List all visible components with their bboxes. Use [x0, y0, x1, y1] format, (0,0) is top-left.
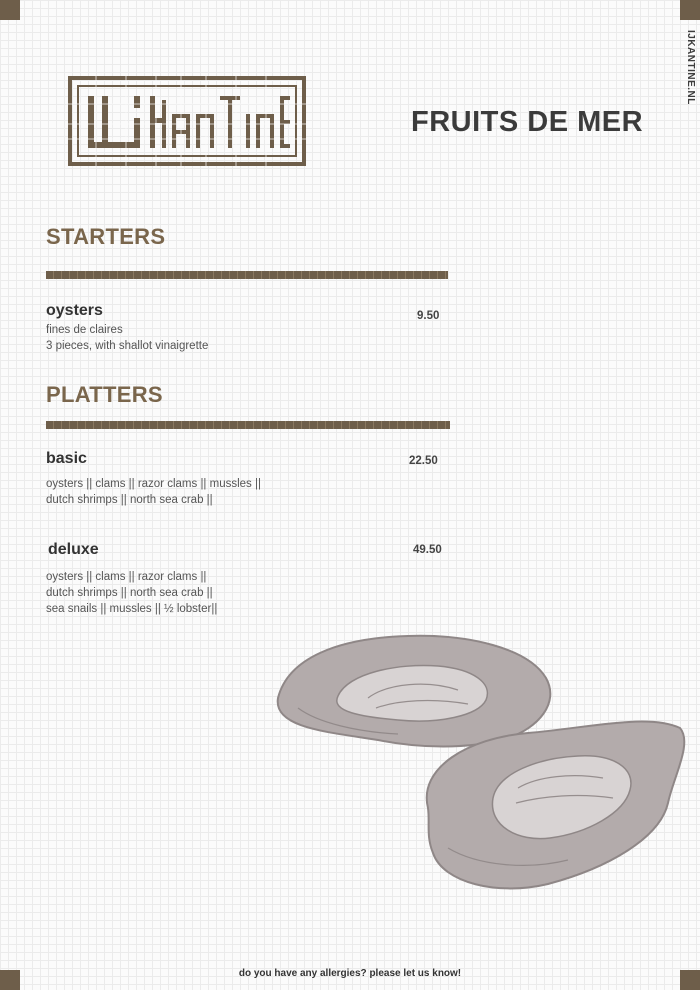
- menu-item-price: 9.50: [417, 310, 440, 322]
- menu-item-name: deluxe: [48, 541, 99, 558]
- menu-item-price: 22.50: [409, 455, 438, 467]
- website-label: IJKANTINE.NL: [685, 30, 696, 105]
- menu-item-description: [46, 322, 208, 354]
- description-line: dutch shrimps || north sea crab ||: [46, 494, 213, 506]
- section-divider: [46, 271, 448, 279]
- section-heading-platters: PLATTERS: [46, 382, 163, 407]
- logo-icon: [66, 74, 308, 168]
- page-title: FRUITS DE MER: [411, 106, 644, 138]
- section-divider: [46, 421, 450, 429]
- corner-mark-top-left: [0, 0, 20, 20]
- description-line: sea snails || mussles || ½ lobster||: [46, 603, 218, 615]
- description-line: dutch shrimps || north sea crab ||: [46, 587, 213, 599]
- description-line: fines de claires: [46, 324, 123, 336]
- oysters-icon: [268, 628, 688, 898]
- corner-mark-top-right: [680, 0, 700, 20]
- description-line: oysters || clams || razor clams || mussles ||: [46, 478, 261, 490]
- menu-item-name: oysters: [46, 302, 103, 319]
- section-heading-starters: STARTERS: [46, 224, 166, 249]
- menu-item-price: 49.50: [413, 544, 442, 556]
- description-line: 3 pieces, with shallot vinaigrette: [46, 340, 209, 352]
- menu-item-description: [46, 476, 261, 508]
- menu-item-name: basic: [46, 450, 87, 467]
- allergy-note: do you have any allergies? please let us know!: [238, 968, 462, 979]
- description-line: oysters || clams || razor clams ||: [46, 571, 207, 583]
- menu-item-description: [46, 569, 217, 617]
